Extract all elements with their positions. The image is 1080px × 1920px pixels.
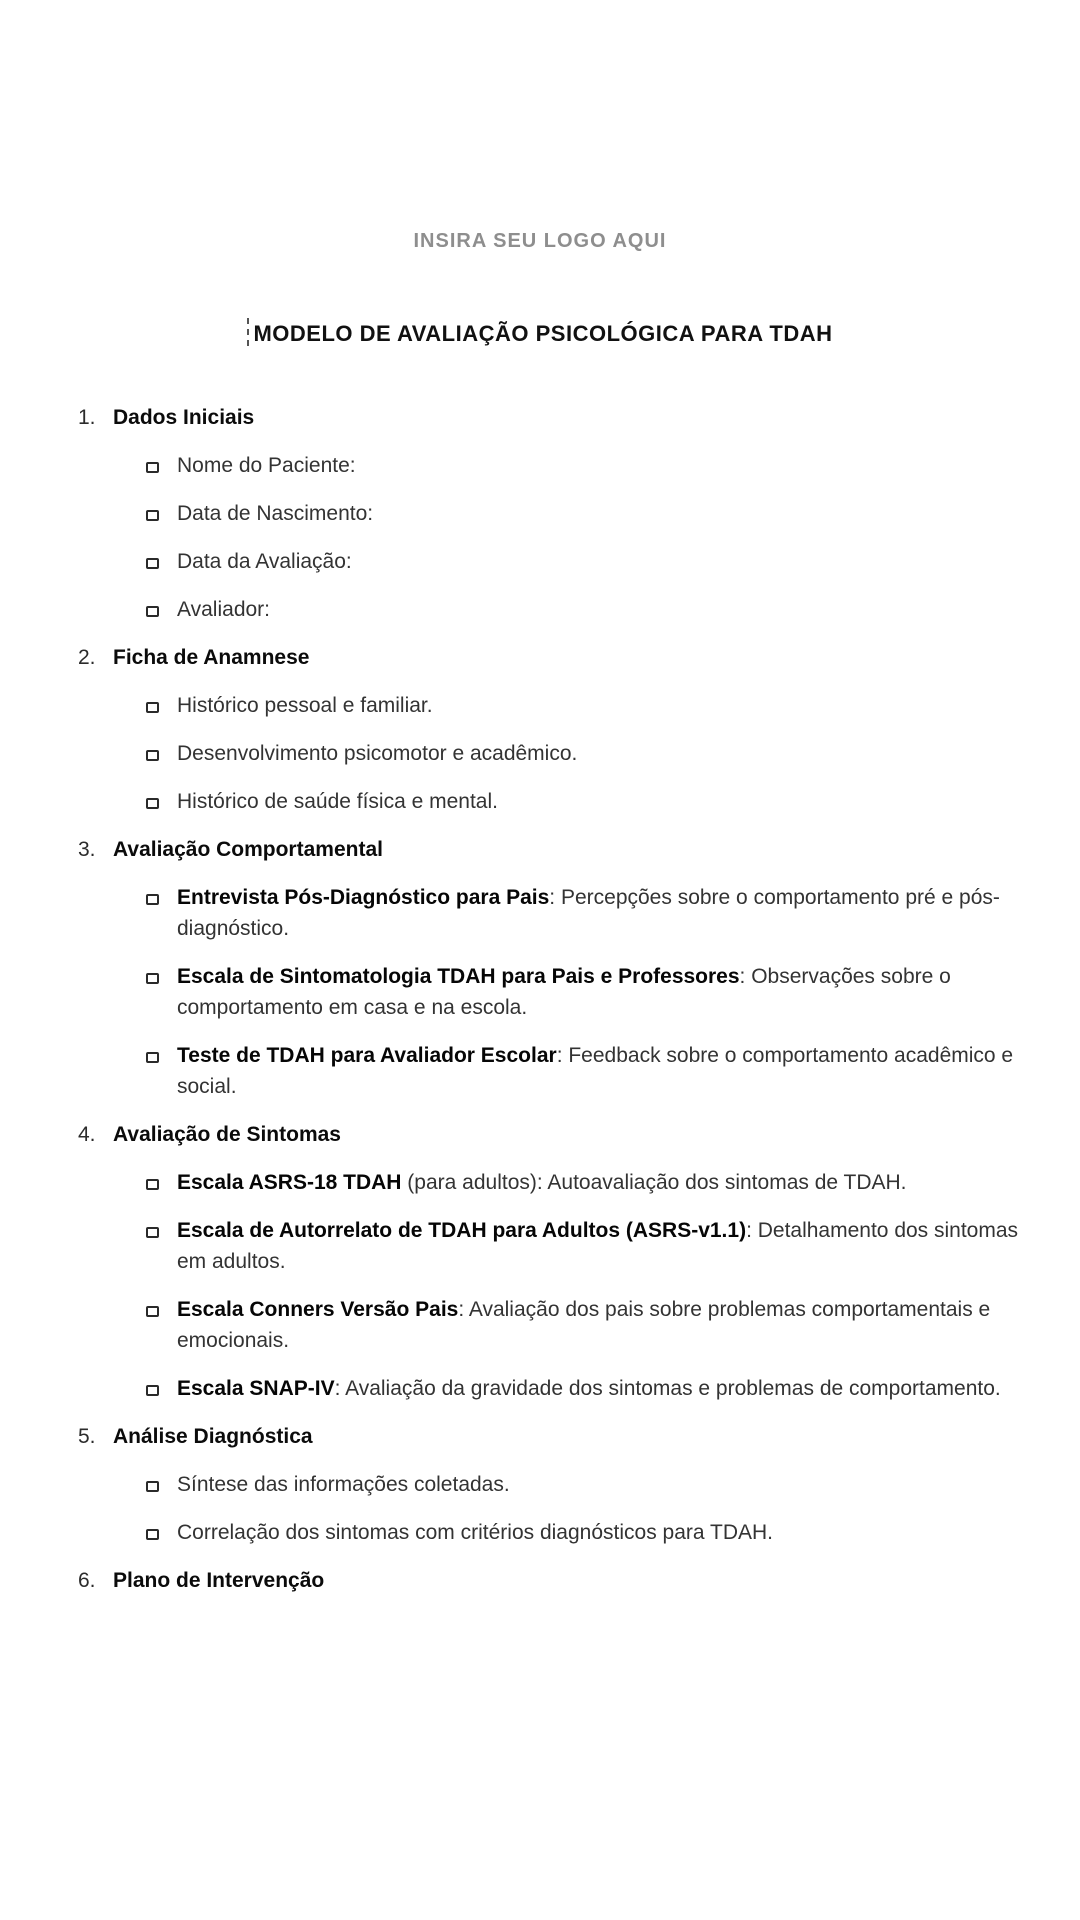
list-item-text: Escala de Autorrelato de TDAH para Adultos (ASRS-v1.1): Detalhamento dos sintomas em adultos. [177,1219,1019,1273]
bullet-square-icon [146,1179,159,1190]
bullet-square-icon [146,1481,159,1492]
section-heading: Dados Iniciais [113,406,255,429]
list-item-text: Avaliador: [177,598,271,621]
section-2 [0,642,1080,817]
list-item [0,1294,1080,1356]
section-heading: Plano de Intervenção [113,1569,325,1592]
section-heading-row [0,1421,1080,1452]
list-item-text: Correlação dos sintomas com critérios diagnósticos para TDAH. [177,1521,774,1544]
list-item-text: Desenvolvimento psicomotor e acadêmico. [177,742,578,765]
list-item-text: Teste de TDAH para Avaliador Escolar: Feedback sobre o comportamento acadêmico e social. [177,1044,1014,1098]
section-1 [0,402,1080,625]
section-heading: Análise Diagnóstica [113,1425,313,1448]
bullet-square-icon [146,1227,159,1238]
bullet-square-icon [146,750,159,761]
list-item [0,1469,1080,1500]
bullet-square-icon [146,462,159,473]
list-item [0,961,1080,1023]
list-item-text: Entrevista Pós-Diagnóstico para Pais: Percepções sobre o comportamento pré e pós-diagnóstico. [177,886,1000,940]
section-number: 6. [78,1569,96,1592]
list-item [0,690,1080,721]
list-item-text: Escala de Sintomatologia TDAH para Pais e Professores: Observações sobre o comportamento em casa e na escola. [177,965,951,1019]
section-heading: Avaliação Comportamental [113,838,383,861]
section-heading: Avaliação de Sintomas [113,1123,341,1146]
list-item [0,882,1080,944]
section-number: 4. [78,1123,96,1146]
bullet-square-icon [146,558,159,569]
list-item [0,546,1080,577]
outline-list [0,402,1080,1613]
bullet-square-icon [146,606,159,617]
bullet-square-icon [146,798,159,809]
list-item-bold-label: Escala Conners Versão Pais [177,1298,459,1321]
list-item-text: Escala ASRS-18 TDAH (para adultos): Autoavaliação dos sintomas de TDAH. [177,1171,907,1194]
list-item-text: Histórico de saúde física e mental. [177,790,498,813]
logo-placeholder-text: INSIRA SEU LOGO AQUI [413,230,667,252]
bullet-square-icon [146,702,159,713]
bullet-square-icon [146,894,159,905]
list-item-text: Escala SNAP-IV: Avaliação da gravidade dos sintomas e problemas de comportamento. [177,1377,1001,1400]
list-item-bold-label: Escala de Autorrelato de TDAH para Adultos (ASRS-v1.1) [177,1219,747,1242]
list-item-bold-label: Entrevista Pós-Diagnóstico para Pais [177,886,550,909]
bullet-square-icon [146,1385,159,1396]
section-number: 1. [78,406,96,429]
bullet-square-icon [146,1052,159,1063]
list-item-bold-label: Escala SNAP-IV [177,1377,335,1400]
list-item-text: Data de Nascimento: [177,502,374,525]
list-item-bold-label: Escala de Sintomatologia TDAH para Pais e Professores [177,965,740,988]
list-item [0,498,1080,529]
section-4 [0,1119,1080,1404]
list-item [0,594,1080,625]
list-item-text: Escala Conners Versão Pais: Avaliação dos pais sobre problemas comportamentais e emocionais. [177,1298,991,1352]
list-item-text: Histórico pessoal e familiar. [177,694,433,717]
section-heading-row [0,1565,1080,1596]
list-item [0,1167,1080,1198]
list-item-bold-label: Escala ASRS-18 TDAH [177,1171,402,1194]
section-6 [0,1565,1080,1596]
list-item-text: Data da Avaliação: [177,550,352,573]
text-cursor [247,318,249,346]
section-heading: Ficha de Anamnese [113,646,310,669]
bullet-square-icon [146,510,159,521]
section-number: 5. [78,1425,96,1448]
section-heading-row [0,642,1080,673]
section-5 [0,1421,1080,1548]
list-item [0,1373,1080,1404]
list-item-text: Nome do Paciente: [177,454,356,477]
list-item-bold-label: Teste de TDAH para Avaliador Escolar [177,1044,557,1067]
bullet-square-icon [146,1529,159,1540]
document-title: MODELO DE AVALIAÇÃO PSICOLÓGICA PARA TDAH [253,321,833,346]
bullet-square-icon [146,973,159,984]
list-item [0,1040,1080,1102]
section-number: 2. [78,646,96,669]
section-heading-row [0,402,1080,433]
list-item [0,738,1080,769]
list-item [0,1517,1080,1548]
document-title-row [0,318,1080,347]
section-number: 3. [78,838,96,861]
section-heading-row [0,1119,1080,1150]
list-item-text: Síntese das informações coletadas. [177,1473,510,1496]
section-3 [0,834,1080,1102]
list-item [0,1215,1080,1277]
list-item [0,450,1080,481]
list-item [0,786,1080,817]
bullet-square-icon [146,1306,159,1317]
section-heading-row [0,834,1080,865]
